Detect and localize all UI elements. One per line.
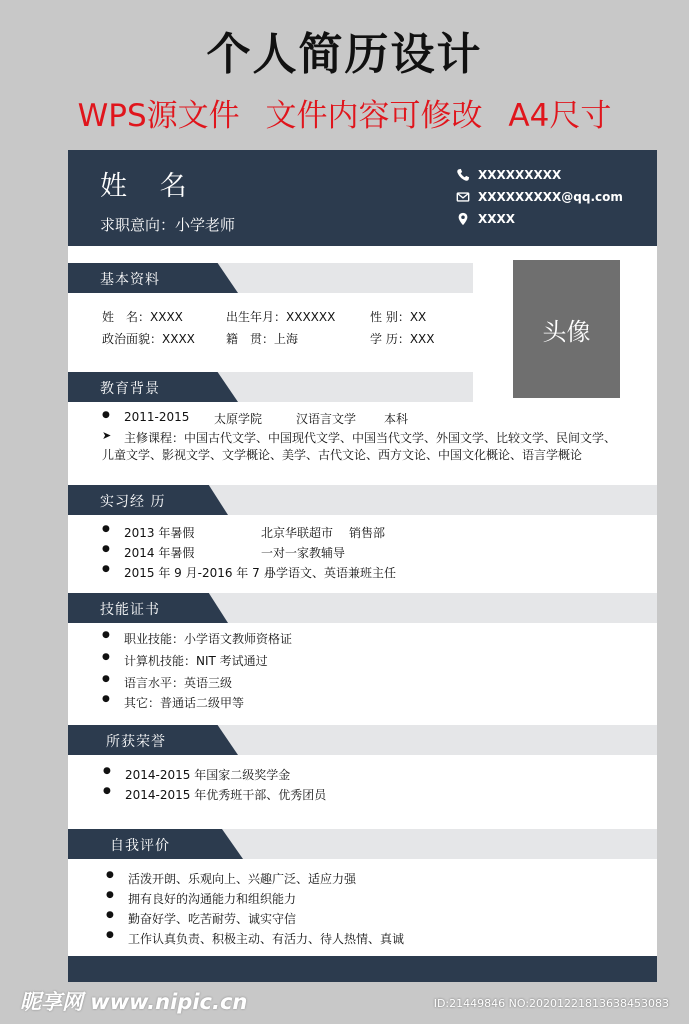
education-courses <box>102 429 644 446</box>
internship-item-3 <box>124 564 624 580</box>
self-eval-item: ● 活泼开朗、乐观向上、兴趣广泛、适应力强 <box>128 870 356 887</box>
resume-header <box>68 150 657 246</box>
contact-email <box>456 190 623 204</box>
section-basic-title: 基本资料 <box>100 272 160 288</box>
section-education-header <box>68 372 473 402</box>
intern-org: 一对一家教辅导 <box>261 546 346 560</box>
value-political: XXXX <box>162 332 195 346</box>
skill-item: ● 语言水平：英语三级 <box>124 674 232 691</box>
poster-title: 个人简历设计 <box>206 29 483 80</box>
label-birth: 出生年月： <box>226 310 287 324</box>
label-name: 姓 名： <box>102 310 151 324</box>
label-gender: 性 别： <box>370 310 410 324</box>
courses-line-1: 主修课程：中国古代文学、中国现代文学、中国当代文学、外国文学、比较文学、民间文学、 <box>124 431 617 445</box>
self-eval-item: ● 拥有良好的沟通能力和组织能力 <box>128 890 296 907</box>
section-internship-title: 实习经 历 <box>100 494 166 510</box>
basic-row-1 <box>102 308 482 324</box>
self-eval-item: ● 勤奋好学、吃苦耐劳、诚实守信 <box>128 910 296 927</box>
internship-item-1 <box>124 524 624 540</box>
intern-org: 北京华联超市 <box>261 526 334 540</box>
phone-icon <box>456 168 470 182</box>
section-honors-header <box>68 725 657 755</box>
resume-page <box>68 150 657 982</box>
section-honors-title: 所获荣誉 <box>106 734 166 750</box>
value-birth: XXXXXX <box>286 310 336 324</box>
skill-item: ● 职业技能：小学语文教师资格证 <box>124 630 292 647</box>
skill-item: ● 其它：普通话二级甲等 <box>124 694 244 711</box>
honor-item: ● 2014-2015 年优秀班干部、优秀团员 <box>125 786 326 803</box>
contact-address <box>456 212 515 226</box>
intern-dept: 销售部 <box>349 526 386 540</box>
arrow-bullet-icon: ➤ <box>102 429 112 442</box>
job-intent: 求职意向：小学老师 <box>100 216 236 234</box>
value-native: 上海 <box>274 332 299 346</box>
honor-item: ● 2014-2015 年国家二级奖学金 <box>125 766 290 783</box>
label-degree: 学 历： <box>370 332 410 346</box>
subtitle-part-1: WPS源文件 <box>77 98 240 134</box>
poster-subtitle <box>0 90 689 135</box>
edu-school: 太原学院 <box>214 412 263 426</box>
candidate-name: 姓 名 <box>100 171 199 202</box>
watermark-id: ID:21449846 NO:20201221813638453083 <box>433 997 669 1010</box>
section-education-title: 教育背景 <box>100 381 160 397</box>
basic-row-2 <box>102 330 482 346</box>
courses-line-2: 儿童文学、影视文学、文学概论、美学、古代文论、西方文论、中国文化概论、语言学概论 <box>102 448 583 462</box>
watermark-logo: 昵享网 www.nipic.cn <box>20 990 248 1014</box>
intern-time: ● 2015 年 9 月-2016 年 7 月 <box>124 566 276 580</box>
edu-years: ● 2011-2015 <box>124 410 190 424</box>
value-name: XXXX <box>150 310 183 324</box>
intern-time: ● 2013 年暑假 <box>124 526 195 540</box>
internship-item-2 <box>124 544 624 560</box>
label-political: 政治面貌： <box>102 332 163 346</box>
subtitle-part-3: A4尺寸 <box>508 98 612 134</box>
value-degree: XXX <box>409 332 435 346</box>
email-address: XXXXXXXXX@qq.com <box>478 190 623 204</box>
edu-major: 汉语言文学 <box>296 412 357 426</box>
photo-placeholder: 头像 <box>513 260 620 398</box>
location-pin-icon <box>456 212 470 226</box>
section-internship-header <box>68 485 657 515</box>
phone-number: XXXXXXXXX <box>478 168 562 182</box>
intern-org: 小学语文、英语兼班主任 <box>264 566 397 580</box>
section-skills-header <box>68 593 657 623</box>
mail-icon <box>456 190 470 204</box>
section-basic-header <box>68 263 473 293</box>
self-eval-item: ● 工作认真负责、积极主动、有活力、待人热情、真诚 <box>128 930 404 947</box>
subtitle-part-2: 文件内容可修改 <box>265 98 483 134</box>
section-skills-title: 技能证书 <box>100 602 160 618</box>
education-entry <box>124 410 624 426</box>
skill-item: ● 计算机技能：NIT 考试通过 <box>124 652 268 669</box>
contact-phone <box>456 168 561 182</box>
value-gender: XX <box>409 310 427 324</box>
edu-degree: 本科 <box>384 412 409 426</box>
section-self-title: 自我评价 <box>110 838 170 854</box>
address-text: XXXX <box>478 212 516 226</box>
section-self-header <box>68 829 657 859</box>
intern-time: ● 2014 年暑假 <box>124 546 195 560</box>
resume-footer-bar <box>68 956 657 982</box>
label-native: 籍 贯： <box>226 332 275 346</box>
